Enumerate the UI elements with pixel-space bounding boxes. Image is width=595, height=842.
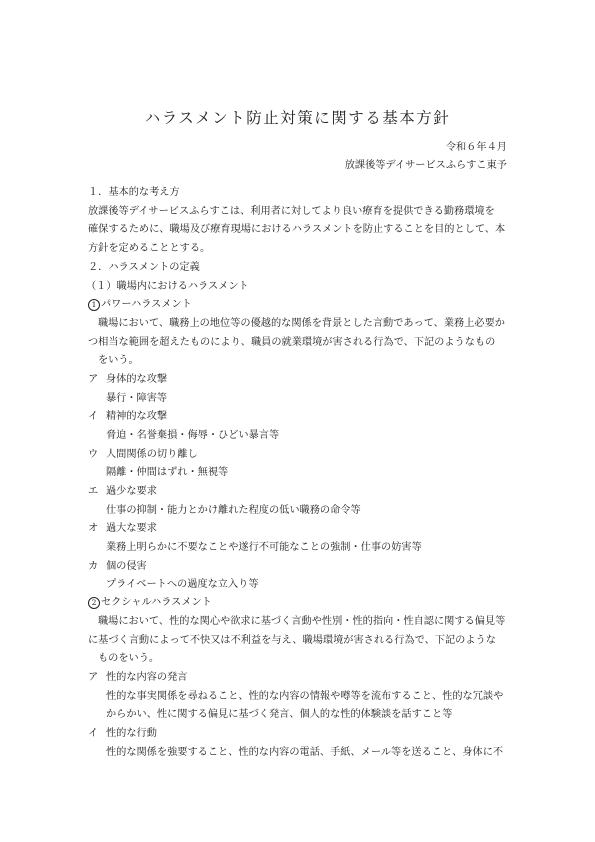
- power-item-e-desc: 業務上明らかに不要なことや遂行不可能なことの強制・仕事の妨害等: [106, 542, 422, 553]
- power-item-d-desc: 仕事の抑制・能力とかけ離れた程度の低い職務の命令等: [106, 505, 361, 516]
- sexual-item-b-mark: イ: [88, 728, 99, 739]
- sexual-definition-line-2: に基づく言動によって不快又は不利益を与え、職場環境が害される行為で、下記のような: [88, 635, 496, 646]
- power-definition-line-1: 職場において、職務上の地位等の優越的な関係を背景とした言動であって、業務上必要か: [98, 318, 505, 329]
- circled-number-2: 2: [88, 597, 100, 609]
- power-definition-line-2: つ相当な範囲を超えたものにより、職員の就業環境が害される行為で、下記のようなもの: [88, 337, 496, 348]
- sexual-item-a-title: 性的な内容の発言: [106, 672, 188, 683]
- power-item-a-desc: 暴行・障害等: [106, 393, 168, 404]
- section-1-text-line-3: 方針を定めることとする。: [88, 243, 211, 254]
- section-1-text-line-2: 確保するために、職場及び療育現場におけるハラスメントを防止することを目的として、本: [88, 224, 506, 235]
- power-item-c-desc: 隔離・仲間はずれ・無視等: [106, 467, 229, 478]
- power-item-b-desc: 脅迫・名誉棄損・侮辱・ひどい暴言等: [106, 430, 280, 441]
- power-item-f-mark: カ: [88, 561, 99, 572]
- power-item-e-title: 過大な要求: [106, 523, 157, 534]
- power-item-f-title: 個の侵害: [106, 561, 147, 572]
- power-definition-line-3: をいう。: [98, 355, 139, 366]
- power-item-c-mark: ウ: [88, 449, 99, 460]
- section-1-heading: １．基本的な考え方: [88, 187, 180, 198]
- power-item-b-title: 精神的な攻撃: [106, 411, 168, 422]
- power-item-d-mark: エ: [88, 486, 99, 497]
- sexual-item-a-desc-line-1: 性的な事実関係を尋ねること、性的な内容の情報や噂等を流布すること、性的な冗談や: [106, 691, 504, 702]
- sexual-item-a-desc-line-2: からかい、性に関する偏見に基づく発言、個人的な性的体験談を話すこと等: [106, 709, 453, 720]
- power-item-f-desc: プライベートへの過度な立入り等: [106, 579, 259, 590]
- organization-name: 放課後等デイサービスふらすこ東予: [344, 160, 507, 171]
- power-harassment-heading: [88, 298, 192, 312]
- power-harassment-title: パワーハラスメント: [101, 299, 192, 310]
- sexual-definition-line-3: ものをいう。: [98, 653, 160, 664]
- power-item-a-title: 身体的な攻撃: [106, 374, 168, 385]
- sexual-item-b-desc-line-1: 性的な関係を強要すること、性的な内容の電話、手紙、メール等を送ること、身体に不: [106, 747, 504, 758]
- power-item-d-title: 過少な要求: [106, 486, 157, 497]
- power-item-b-mark: イ: [88, 411, 99, 422]
- sexual-item-b-title: 性的な行動: [106, 728, 157, 739]
- circled-number-1: 1: [88, 299, 100, 311]
- power-item-a-mark: ア: [88, 374, 99, 385]
- sexual-definition-line-1: 職場において、性的な関心や欲求に基づく言動や性別・性的指向・性自認に関する偏見等: [98, 616, 506, 627]
- section-1-text-line-1: 放課後等デイサービスふらすこは、利用者に対してより良い療育を提供できる勤務環境を: [88, 206, 495, 217]
- section-2-heading: ２．ハラスメントの定義: [88, 262, 200, 273]
- subsection-1-heading: （１）職場内におけるハラスメント: [86, 281, 249, 292]
- sexual-harassment-title: セクシャルハラスメント: [101, 597, 212, 608]
- document-title: ハラスメント防止対策に関する基本方針: [144, 109, 451, 127]
- sexual-harassment-heading: [88, 596, 212, 610]
- power-item-c-title: 人間関係の切り離し: [106, 449, 198, 460]
- issue-date: 令和６年４月: [445, 142, 507, 153]
- power-item-e-mark: オ: [88, 523, 99, 534]
- sexual-item-a-mark: ア: [88, 672, 99, 683]
